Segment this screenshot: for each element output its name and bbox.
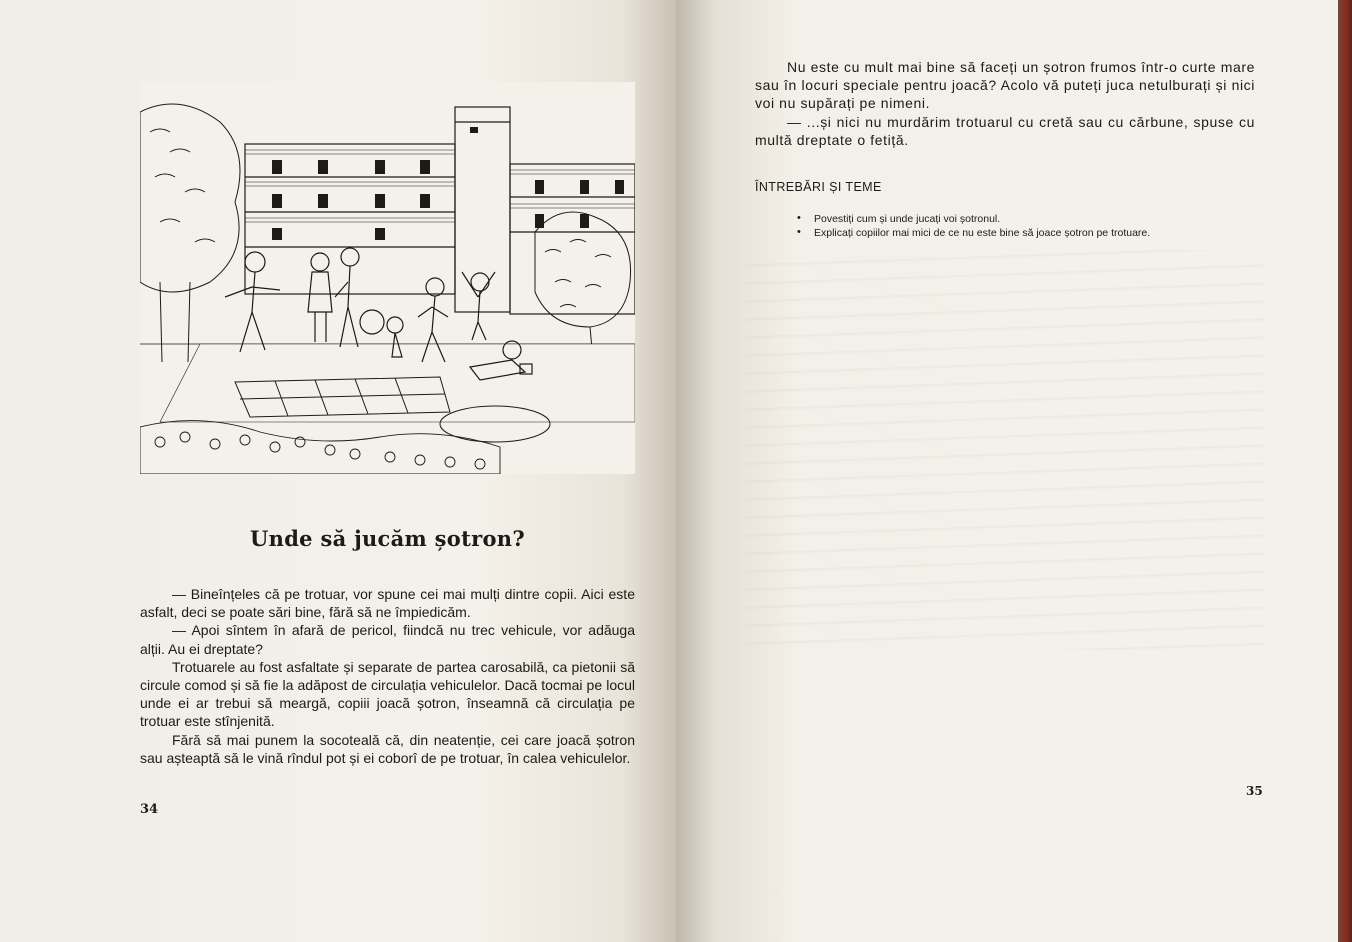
questions-heading: ÎNTREBĂRI ȘI TEME (755, 180, 882, 194)
paragraph: Trotuarele au fost asfaltate și separate de partea carosabilă, ca pietonii să circule comod și să fie la adăpost de circulația vehiculelor. Dacă tocmai pe locul unde ei ar trebui să meargă, copiii joacă șotron, înseamnă că circulația pe trotuar este stînjenită. (140, 658, 635, 730)
page-number-left: 34 (140, 802, 159, 817)
question-item: • Povestiți cum și unde jucați voi șotronul. (795, 212, 1257, 226)
paragraph: — Apoi sîntem în afară de pericol, fiindcă nu trec vehicule, vor adăuga alții. Au ei dreptate? (140, 622, 635, 657)
paragraph: Nu este cu mult mai bine să faceți un șotron frumos într-o curte mare sau în locuri speciale pentru joacă? Acolo vă puteți juca netulburați și nici voi nu supărați pe nimeni. (755, 59, 1255, 112)
paragraph: Fără să mai punem la socoteală că, din neatenție, cei care joacă șotron sau așteaptă să le vină rîndul pot și ei coborî de pe trotuar, în calea vehiculelor. (140, 731, 635, 766)
right-body-text (755, 58, 1255, 149)
show-through-texture (745, 250, 1265, 650)
question-item: • Explicați copiilor mai mici de ce nu este bine să joace șotron pe trotuare. (795, 226, 1257, 240)
questions-list (795, 212, 1257, 240)
page-edge (1338, 0, 1352, 942)
page-number-right: 35 (1246, 784, 1263, 798)
paragraph: — ...și nici nu murdărim trotuarul cu cretă sau cu cărbune, spuse cu multă dreptate o fetiță. (755, 113, 1255, 148)
left-body-text (140, 585, 635, 767)
hopscotch-illustration (140, 82, 635, 474)
paragraph: — Bineînțeles că pe trotuar, vor spune cei mai mulți dintre copii. Aici este asfalt, deci se poate sări bine, fără să ne împiedicăm. (140, 586, 635, 621)
chapter-title: Unde să jucăm șotron? (250, 526, 525, 551)
